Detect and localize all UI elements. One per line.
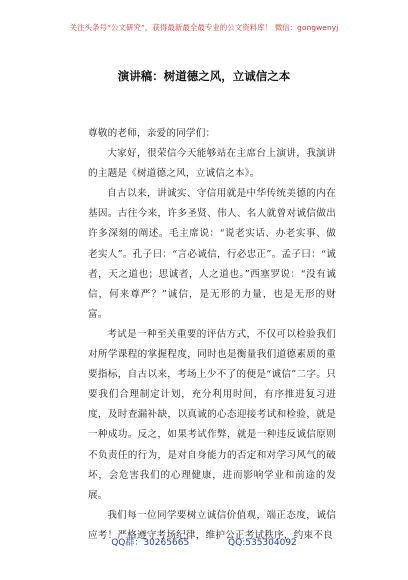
- paragraph: 我们每一位同学要树立诚信价值观，端正态度，诚信应考！严格遵守考场纪律，维护公正考试秩序，约束不良: [88, 509, 336, 541]
- footer-contact: [0, 535, 408, 548]
- salutation: 尊敬的老师，亲爱的同学们：: [88, 128, 216, 139]
- paragraph: 考试是一种至关重要的评估方式，不仅可以检验我们对所学课程的掌握程度，同时也是衡量我们道德素质的重要指标，自古以来，考场上少不了的便是“诚信”二字。只要我们合理制定计划，充分利用时间，有序推进复习进度，及时查漏补缺，以真诚的心态迎接考试和检验，就是一种成功。反之，如果考试作弊，就是一种违反诚信原则不负责任的行为，是对自身能力的否定和对学习风气的破坏，会危害我们的心理健康，进而影响学业和前途的发展。: [88, 328, 336, 501]
- document-body: [88, 124, 336, 546]
- paragraph: 大家好，很荣信今天能够站在主席台上演讲，我演讲的主题是《树道德之风，立诚信之本》。: [88, 148, 336, 180]
- header-note: 关注头条号“公文研究”，获得最新最全最专业的公文资料库！ 微信：gongwenyj: [69, 23, 339, 32]
- qq-group-label: QQ群：30265665: [111, 538, 190, 548]
- page-title: 演讲稿：树道德之风，立诚信之本: [117, 69, 291, 83]
- paragraph: 自古以来，讲诚实、守信用就是中华传统美德的内在基因。古往今来，许多圣贤、伟人、名人就曾对诚信做出许多深刻的阐述。毛主席说：“说老实话、办老实事、做老实人”。孔子曰：“言必诚信，行必忠正”。孟子曰：“诚者，天之道也；思诚者，人之道也。”西塞罗说：“没有诚信，何来尊严？”诚信，是无形的力量，也是无形的财富。: [88, 188, 336, 320]
- qq-label: QQ:535304092: [228, 538, 297, 548]
